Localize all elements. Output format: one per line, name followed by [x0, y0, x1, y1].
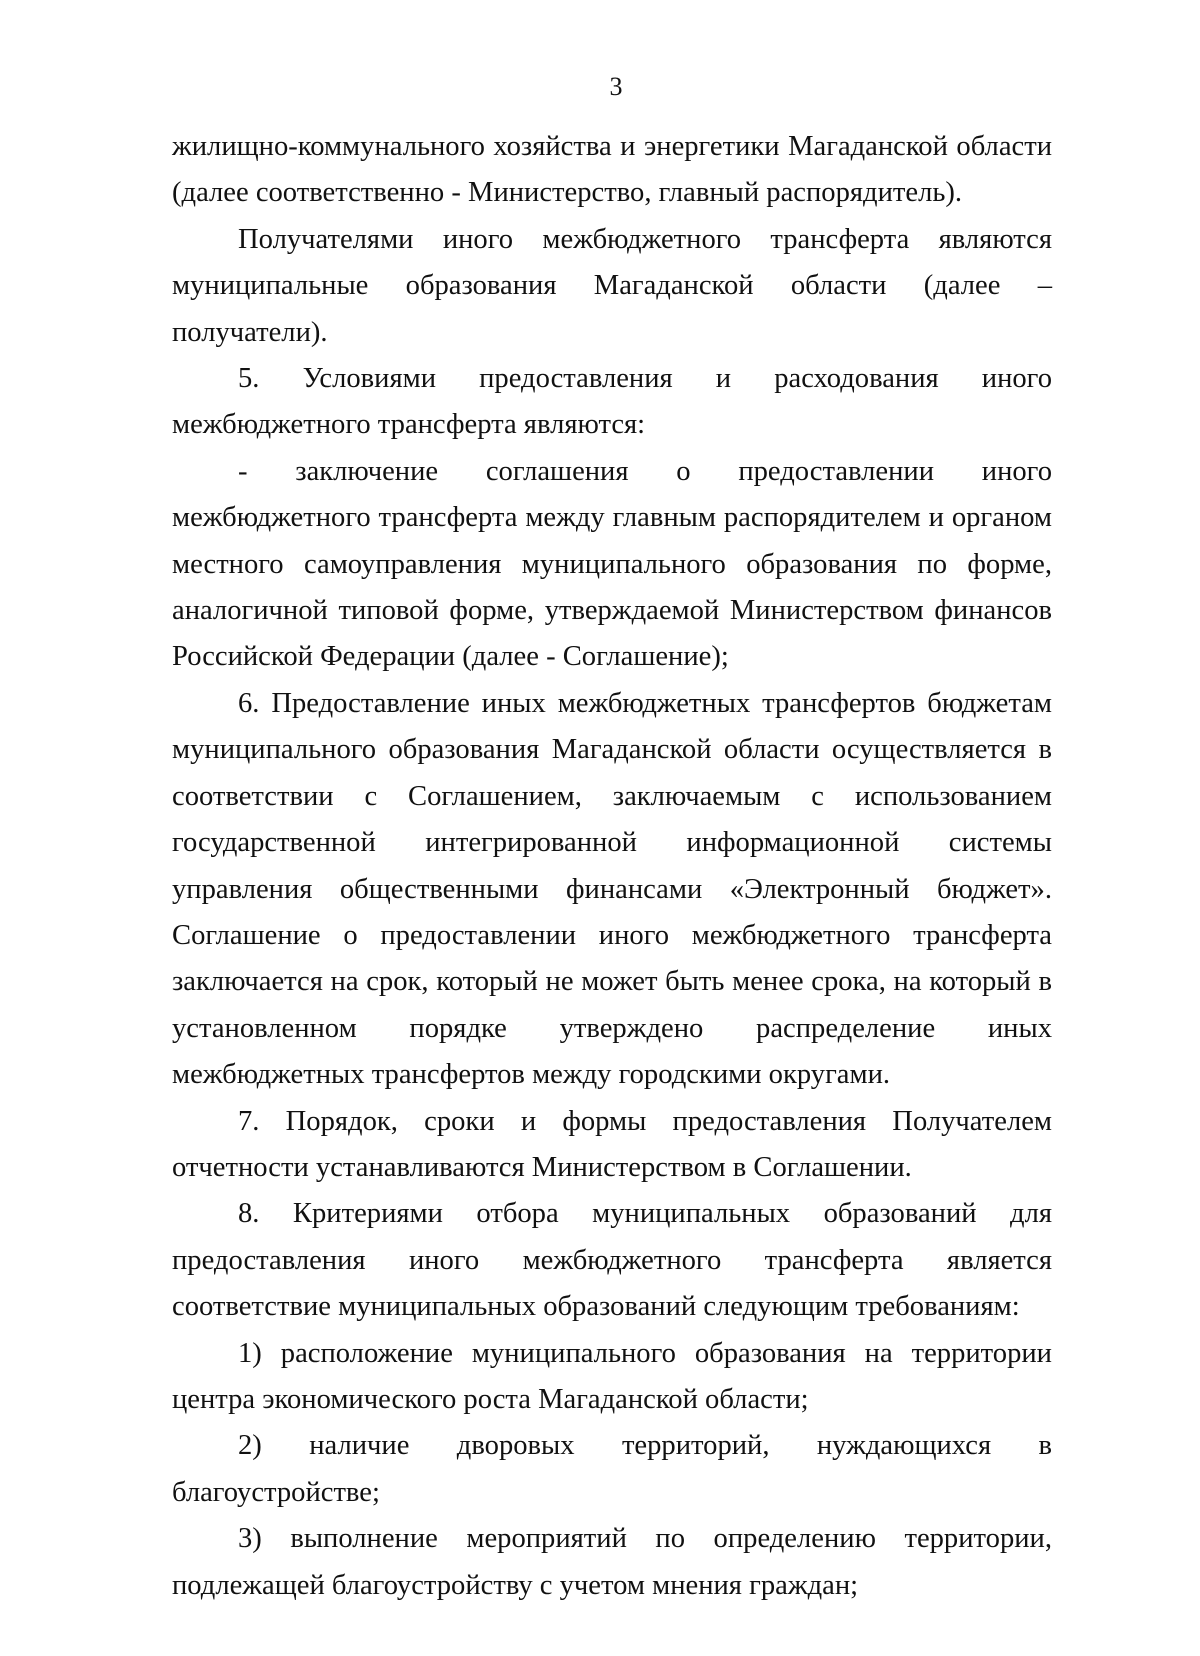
- paragraph-continuation: жилищно-коммунального хозяйства и энергетики Магаданской области (далее соответственно - Министерство, главный распорядитель).: [172, 131, 1052, 209]
- document-body: [172, 124, 1052, 1609]
- criteria-item-2: 2) наличие дворовых территорий, нуждающихся в благоустройстве;: [172, 1430, 1052, 1508]
- paragraph-item-7: 7. Порядок, сроки и формы предоставления Получателем отчетности устанавливаются Министерством в Соглашении.: [172, 1105, 1052, 1183]
- paragraph-item-8: 8. Критериями отбора муниципальных образований для предоставления иного межбюджетного трансферта является соответствие муниципальных образований следующим требованиям:: [172, 1198, 1052, 1323]
- paragraph-item-5: 5. Условиями предоставления и расходования иного межбюджетного трансферта являются:: [172, 363, 1052, 441]
- paragraph-agreement-condition: - заключение соглашения о предоставлении иного межбюджетного трансферта между главным распорядителем и органом местного самоуправления муниципального образования по форме, аналогичной типовой форме, утверждаемой Министерством финансов Российской Федерации (далее - Соглашение);: [172, 455, 1052, 673]
- paragraph-recipients: Получателями иного межбюджетного трансферта являются муниципальные образования Магаданской области (далее – получатели).: [172, 223, 1052, 348]
- criteria-item-1: 1) расположение муниципального образования на территории центра экономического роста Магаданской области;: [172, 1337, 1052, 1415]
- page-number: 3: [609, 72, 623, 101]
- criteria-item-3: 3) выполнение мероприятий по определению территории, подлежащей благоустройству с учетом мнения граждан;: [172, 1523, 1052, 1601]
- paragraph-item-6: 6. Предоставление иных межбюджетных трансфертов бюджетам муниципального образования Магаданской области осуществляется в соответствии с Соглашением, заключаемым с использованием государственной интегрированной информационной системы управления общественными финансами «Электронный бюджет». Соглашение о предоставлении иного межбюджетного трансферта заключается на срок, который не может быть менее срока, на который в установленном порядке утверждено распределение иных межбюджетных трансфертов между городскими округами.: [172, 687, 1052, 1091]
